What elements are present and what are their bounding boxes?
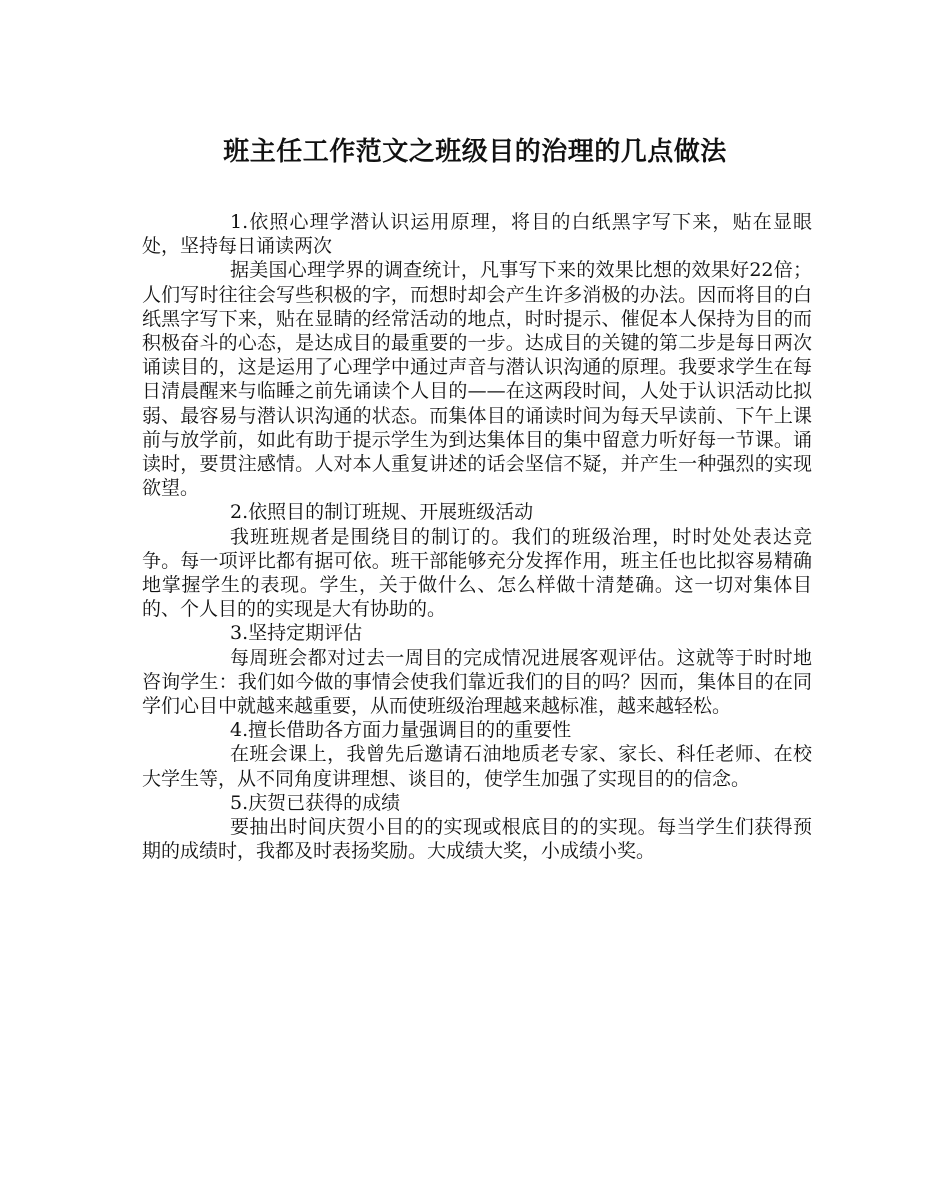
paragraph-point-5: 要抽出时间庆贺小目的的实现或根底目的的实现。每当学生们获得预期的成绩时，我都及时表扬奖励。大成绩大奖，小成绩小奖。: [142, 816, 812, 863]
paragraph-point-2: 我班班规者是围绕目的制订的。我们的班级治理，时时处处表达竞争。每一项评比都有据可依。班干部能够充分发挥作用，班主任也比拟容易精确地掌握学生的表现。学生，关于做什么、怎么样做十清楚确。这一切对集体目的、个人目的的实现是大有协助的。: [142, 525, 812, 621]
heading-point-3: 3.坚持定期评估: [230, 622, 363, 645]
document-body: [142, 210, 812, 863]
paragraph-point-3: 每周班会都对过去一周目的完成情况进展客观评估。这就等于时时地咨询学生：我们如今做的事情会使我们靠近我们的目的吗？因而，集体目的在同学们心目中就越来越重要，从而使班级治理越来越标准，越来越轻松。: [142, 646, 812, 718]
paragraph-point-1: 据美国心理学界的调查统计，凡事写下来的效果比想的效果好22倍；人们写时往往会写些积极的字，而想时却会产生许多消极的办法。因而将目的白纸黑字写下来，贴在显睛的经常活动的地点，时时提示、催促本人保持为目的而积极奋斗的心态，是达成目的最重要的一步。达成目的关键的第二步是每日两次诵读目的，这是运用了心理学中通过声音与潜认识沟通的原理。我要求学生在每日清晨醒来与临睡之前先诵读个人目的——在这两段时间，人处于认识活动比拟弱、最容易与潜认识沟通的状态。而集体目的诵读时间为每天早读前、下午上课前与放学前，如此有助于提示学生为到达集体目的集中留意力听好每一节课。诵读时，要贯注感情。人对本人重复讲述的话会坚信不疑，并产生一种强烈的实现欲望。: [142, 259, 812, 500]
heading-point-4: 4.擅长借助各方面力量强调目的的重要性: [230, 719, 572, 742]
paragraph-point-4: 在班会课上，我曾先后邀请石油地质老专家、家长、科任老师、在校大学生等，从不同角度讲理想、谈目的，使学生加强了实现目的的信念。: [142, 743, 812, 790]
page-title: 班主任工作范文之班级目的治理的几点做法: [223, 137, 727, 167]
heading-point-5: 5.庆贺已获得的成绩: [230, 791, 401, 814]
heading-point-1: 1.依照心理学潜认识运用原理，将目的白纸黑字写下来，贴在显眼处，坚持每日诵读两次: [142, 211, 812, 258]
heading-point-2: 2.依照目的制订班规、开展班级活动: [230, 501, 534, 524]
